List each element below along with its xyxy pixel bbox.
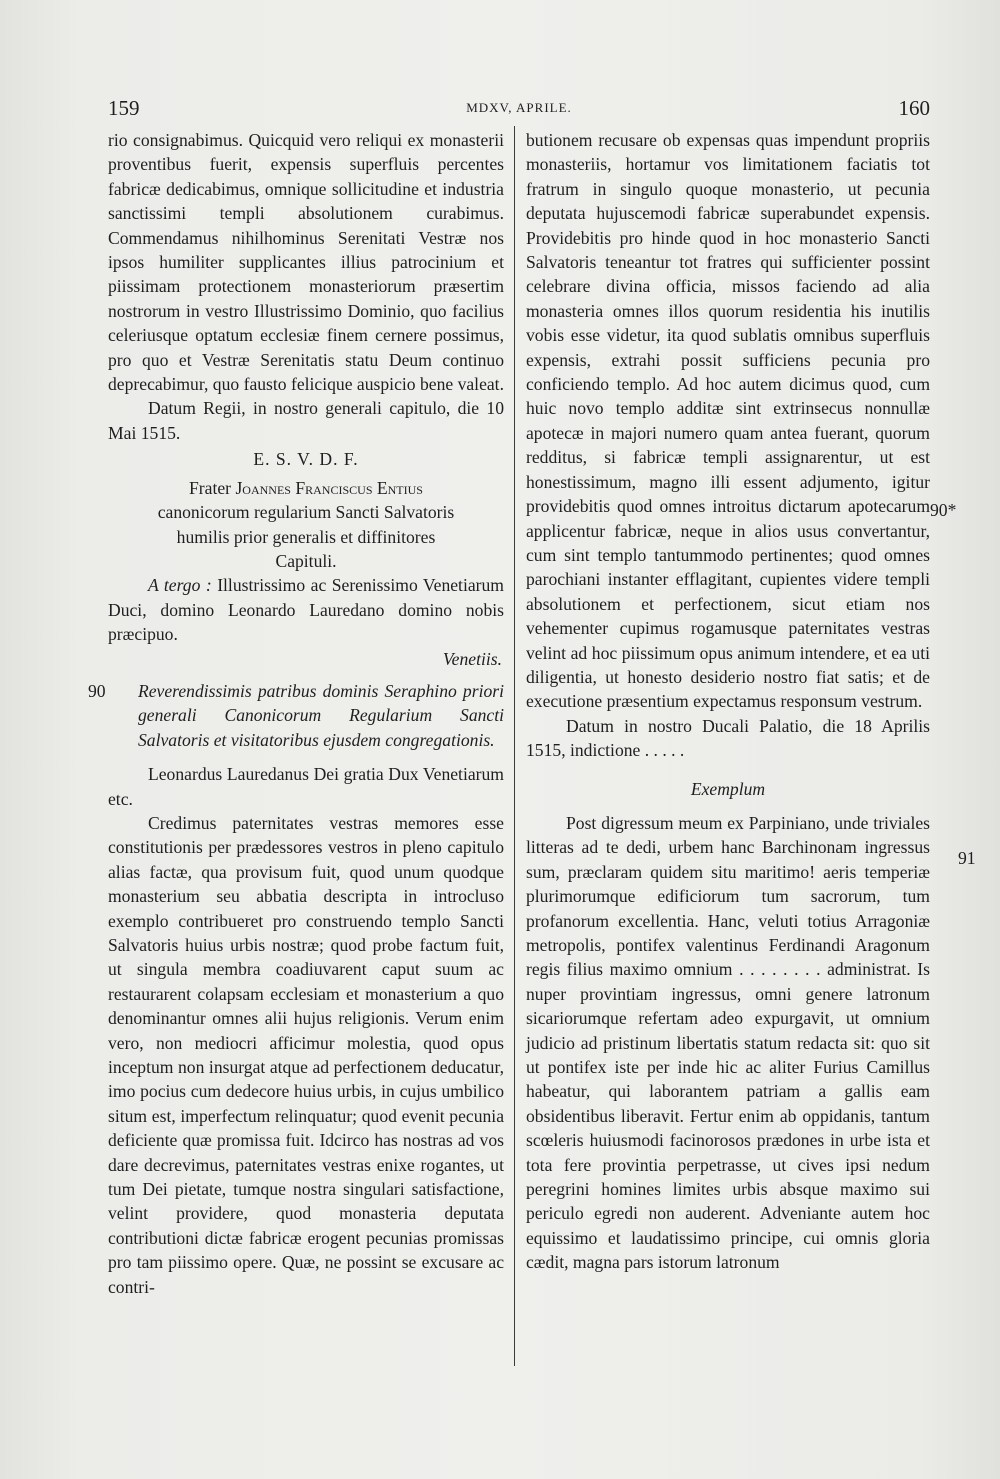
margin-note-91: 91 <box>958 848 976 868</box>
salutation-paragraph: Leonardus Lauredanus Dei gratia Dux Venetiarum etc. <box>108 764 504 809</box>
address-text: Reverendissimis patribus dominis Seraphino priori generali Canonicorum Regularium Sancti Salvatoris et visitatoribus ejusdem congregationis. <box>138 680 504 750</box>
page-number-right: 160 <box>898 96 930 120</box>
signature-line-1: Frater Joannes Franciscus Entius <box>189 477 423 498</box>
signature-line-3: humilis prior generalis et diffinitores <box>176 526 436 547</box>
left-column <box>88 128 504 1299</box>
signature-line-4: Capituli. <box>275 550 337 571</box>
letter-closing-paragraph: rio consignabimus. Quicquid vero reliqui ex monasterii proventibus fuerit, expensis superfluis percentes fabricæ dedicabimus, omnique sollicitudine et industria sanctissimi templi absolutionem curabimus. Commendamus nihilhominus Serenitati Vestræ nos ipsos humiliter supplicantes illius patrocinium et piissimam protectionem monasteriorum præsertim nostrorum in vestro Illustrissimo Dominio, quo facilius celeriusque optatum ecclesiæ finem cernere possimus, pro quo et Vestræ Serenitatis statu Deum continuo deprecabimur, quo fausto felicique auspicio bene valeat. <box>108 130 504 395</box>
margin-note-90-star: 90* <box>930 500 957 520</box>
exemplum-paragraph: Post digressum meum ex Parpiniano, unde triviales litteras ad te dedi, urbem hanc Barchinonam ingressus sum, præclaram quidem situ maritimo! aeris temperiæ plurimorumque edificiorum tum sacrorum, tum profanorum excellentia. Hanc, veluti totius Arragoniæ metropolis, pontifex valentinus Ferdinandi Aragonum regis filius maximo omnium . . . . . . . . administrat. Is nuper provintiam ingressus, omni genere latronum sicariorumque refertam adeo expurgavit, ut omnium judicio ad pristinum libertatis statum redacta sit: quo sit ut pontifex iste per inde hic ac aliter Furius Camillus habeatur, qui laborantem patriam a gallis eam obsidentibus liberavit. Fertur enim ab oppidanis, tantum scœleris huiusmodi facinorosos prædones in urbe ista et tota fere provintia perpetrasse, ut cives ipsi nedum peregrini homines limites urbis absque maximo sui periculo egredi non auderent. Adveniante autem hoc equissimo et laudatissimo principe, cui omnis gloria cædit, magna pars istorum latronum <box>526 812 930 1273</box>
running-title: MDXV, APRILE. <box>466 100 572 115</box>
dateline-right: Datum in nostro Ducali Palatio, die 18 Aprilis 1515, indictione . . . . . <box>526 715 930 761</box>
tergo-note <box>108 573 504 646</box>
letter-continuation-paragraph: butionem recusare ob expensas quas impendunt propriis monasteriis, hortamur vos limitationem faciatis tot fratrum in singulo quoque monasterio, ut pecunia deputata hujuscemodi fabricæ superabundet expensis. Providebitis pro hinde quod in hoc monasterio Sancti Salvatoris teneantur tot fratres qui sufficienter possint celebrare divina officia, missos faciendo ad alia monasteria omnes illos quorum residentia his inutilis vobis esse videtur, ita quod sublatis omnibus superfluis expensis, extrahi possit sufficiens pecunia pro conficiendo templo. Ad hoc autem dicimus quod, cum huic novo templo additæ sint extrinsecus nonnullæ apotecæ in majori numero quam antea fuerant, quorum redditus, si fabricæ templi assignarentur, ut est honestissimum, magno illi essent adjumento, igitur providebitis quod omnes introitus dictarum apotecarum applicentur fabricæ, neque in alios usus convertantur, cum sint templo tantummodo pertinentes; quod omnes parochiani instanter efflagitant, cupientes videre templi absolutionem et perfectionem, sicut etiam nos vehementer cupimus rogamusque paternitates vestras velint ad hoc piissimum opus animum intendere, et ea uti diligentia, ut honesto desiderio nostro fiat satis; et de executione præsentium expectamus responsum vestrum. <box>526 130 930 712</box>
column-divider <box>514 126 515 1366</box>
page-header <box>108 96 930 126</box>
tergo-text: Illustrissimo ac Serenissimo Venetiarum Duci, domino Leonardo Lauredano domino nobis præcipuo. <box>108 575 504 645</box>
exemplum-heading: Exemplum <box>690 778 766 799</box>
signature-line-2: canonicorum regularium Sancti Salvatoris <box>157 502 455 523</box>
document-number-90: 90 <box>88 680 106 701</box>
page-number-left: 159 <box>108 96 140 120</box>
right-column <box>526 128 930 1275</box>
signoff: E. S. V. D. F. <box>253 449 359 470</box>
address-block <box>88 679 504 752</box>
dateline: Datum Regii, in nostro generali capitulo, die 10 Mai 1515. <box>108 398 504 443</box>
signatory-name: Joannes Franciscus Entius <box>235 477 423 498</box>
letter-body-paragraph: Credimus paternitates vestras memores esse constitutionis per prædessores vestros in pleno capitulo alias factæ, qua provisum fuit, quod unum quodque monasterium seu abbatia descripta in introcluso exemplo contribueret pro construendo templo Sancti Salvatoris huius urbis nostræ; quod probe factum fuit, ut singula membra coadiuvarent caput suum ac restaurarent colapsam ecclesiam et monasterium a quo denominantur omnes alii hujus religionis. Verum enim vero, non mediocri afficimur molestia, quod opus inceptum non insurgat atque ad perfectionem deducatur, imo pocius cum dedecore huius urbis, in cujus umbilico situm est, imperfectum relinquatur; quod evenit pecunia deficiente quæ promissa fuit. Idcirco has nostras ad vos dare decrevimus, paternitates vestras enixe rogantes, ut tum Dei pietate, tumque nostra singulari satisfactione, velint providere, quod monasteria deputata contributioni dictæ fabricæ erogent pecunias promissas pro tam piissimo opere. Quæ, ne possint se excusare ac contri- <box>108 812 504 1297</box>
tergo-label: A tergo : <box>148 575 212 596</box>
venetiis-label: Venetiis. <box>442 648 502 669</box>
signature-block <box>108 476 504 574</box>
